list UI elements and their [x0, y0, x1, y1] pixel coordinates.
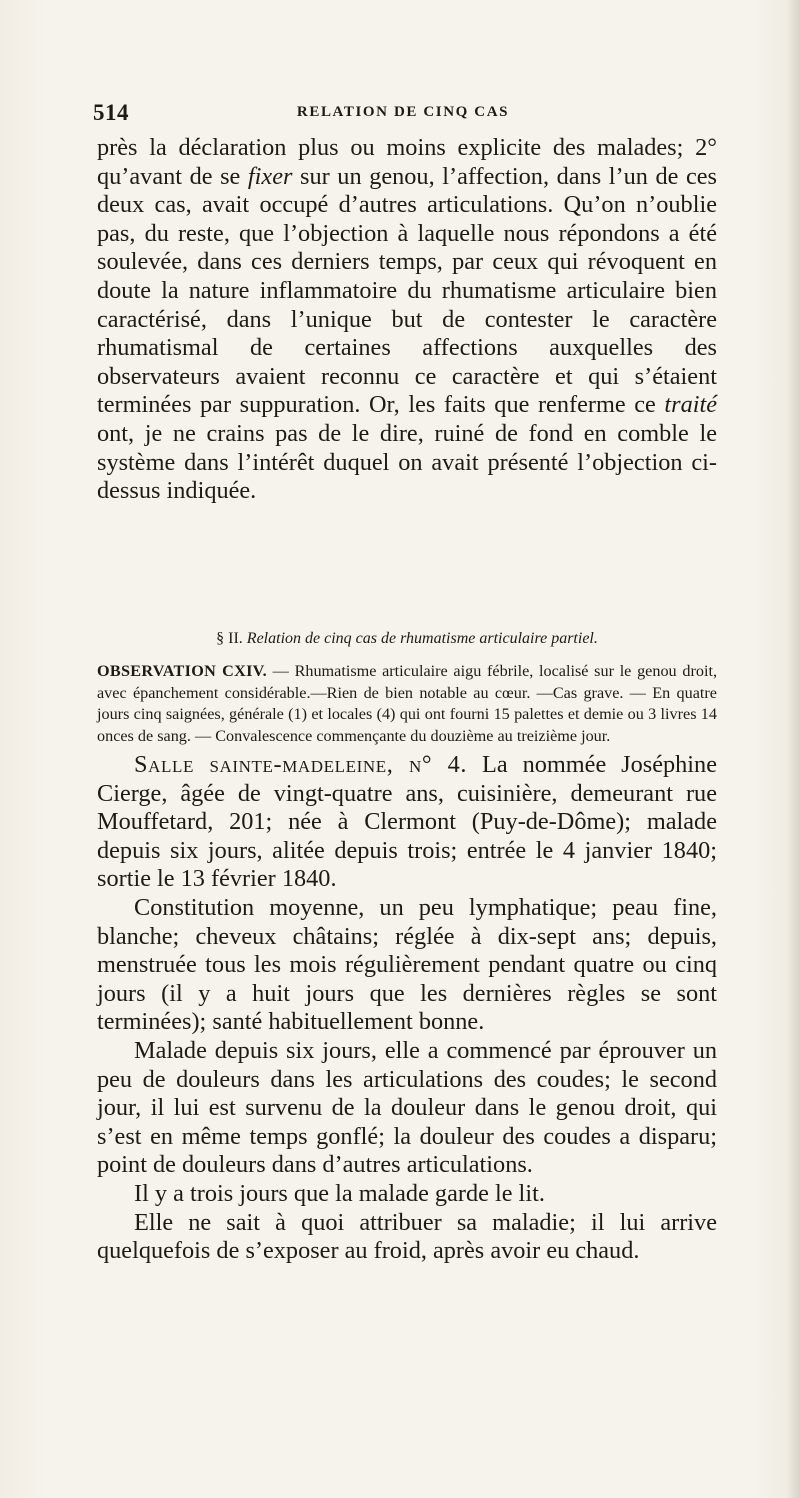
- salle-label: Salle sainte-madeleine, n° 4.: [134, 751, 468, 778]
- intro-paragraph: [97, 134, 717, 506]
- section-number: § II.: [216, 630, 243, 647]
- page-header: [93, 100, 713, 130]
- page-number: 514: [93, 100, 129, 125]
- intro-text-c: ont, je ne crains pas de le dire, ruiné de fond en comble le système dans l’intérêt duquel on avait présenté l’objection ci-dessus indiquée.: [97, 419, 717, 505]
- case-paragraph-3: Malade depuis six jours, elle a commencé par éprouver un peu de douleurs dans les articulations des coudes; le second jour, il lui est survenu de la douleur dans le genou droit, qui s’est en même temps gonflé; la douleur des coudes a disparu; point de douleurs dans d’autres articulations.: [97, 1036, 717, 1179]
- page-edge-shadow: [786, 0, 800, 1498]
- observation-summary-text: — Rhumatisme articulaire aigu fébrile, localisé sur le genou droit, avec épanchement considérable.—Rien de bien notable au cœur. —Cas grave. — En quatre jours cinq saignées, générale (1) et locales (4) qui ont fourni 15 palettes et demie ou 3 livres 14 onces de sang. — Convalescence commençante du douzième au treizième jour.: [97, 662, 717, 745]
- running-head: RELATION DE CINQ CAS: [296, 104, 510, 120]
- section-title: Relation de cinq cas de rhumatisme articulaire partiel.: [246, 630, 598, 647]
- case-paragraph-1: La nommée Joséphine Cierge, âgée de vingt-quatre ans, cuisinière, demeurant rue Mouffetard, 201; née à Clermont (Puy-de-Dôme); malade depuis six jours, alitée depuis trois; entrée le 4 janvier 1840; sortie le 13 février 1840.: [97, 751, 717, 893]
- case-report: [97, 751, 717, 1266]
- case-paragraph-4: Il y a trois jours que la malade garde le lit.: [134, 1179, 545, 1207]
- intro-fixer-italic: fixer: [247, 162, 293, 190]
- observation-label: OBSERVATION CXIV.: [97, 662, 267, 680]
- intro-text-a: près la déclaration plus ou moins explicite des malades; 2° qu’avant de se: [97, 134, 717, 190]
- intro-text-b: sur un genou, l’affection, dans l’un de ces deux cas, avait occupé d’autres articulations. Qu’on n’oublie pas, du reste, que l’objection à laquelle nous répondons a été soulevée, dans ces derniers temps, par ceux qui révoquent en doute la nature inflammatoire du rhumatisme articulaire bien caractérisé, dans l’unique but de contester le caractère rhumatismal de certaines affections auxquelles des observateurs avaient reconnu ce caractère et qui s’étaient terminées par suppuration. Or, les faits que renferme ce: [97, 162, 717, 419]
- section-heading: [97, 629, 717, 649]
- observation-summary: [97, 661, 717, 747]
- case-paragraph-2: Constitution moyenne, un peu lymphatique; peau fine, blanche; cheveux châtains; réglée à dix-sept ans; depuis, menstruée tous les mois régulièrement pendant quatre ou cinq jours (il y a huit jours que les dernières règles se sont terminées); santé habituellement bonne.: [97, 893, 717, 1036]
- intro-traite-italic: traité: [664, 391, 717, 419]
- case-paragraph-5: Elle ne sait à quoi attribuer sa maladie; il lui arrive quelquefois de s’exposer au froid, après avoir eu chaud.: [97, 1208, 717, 1265]
